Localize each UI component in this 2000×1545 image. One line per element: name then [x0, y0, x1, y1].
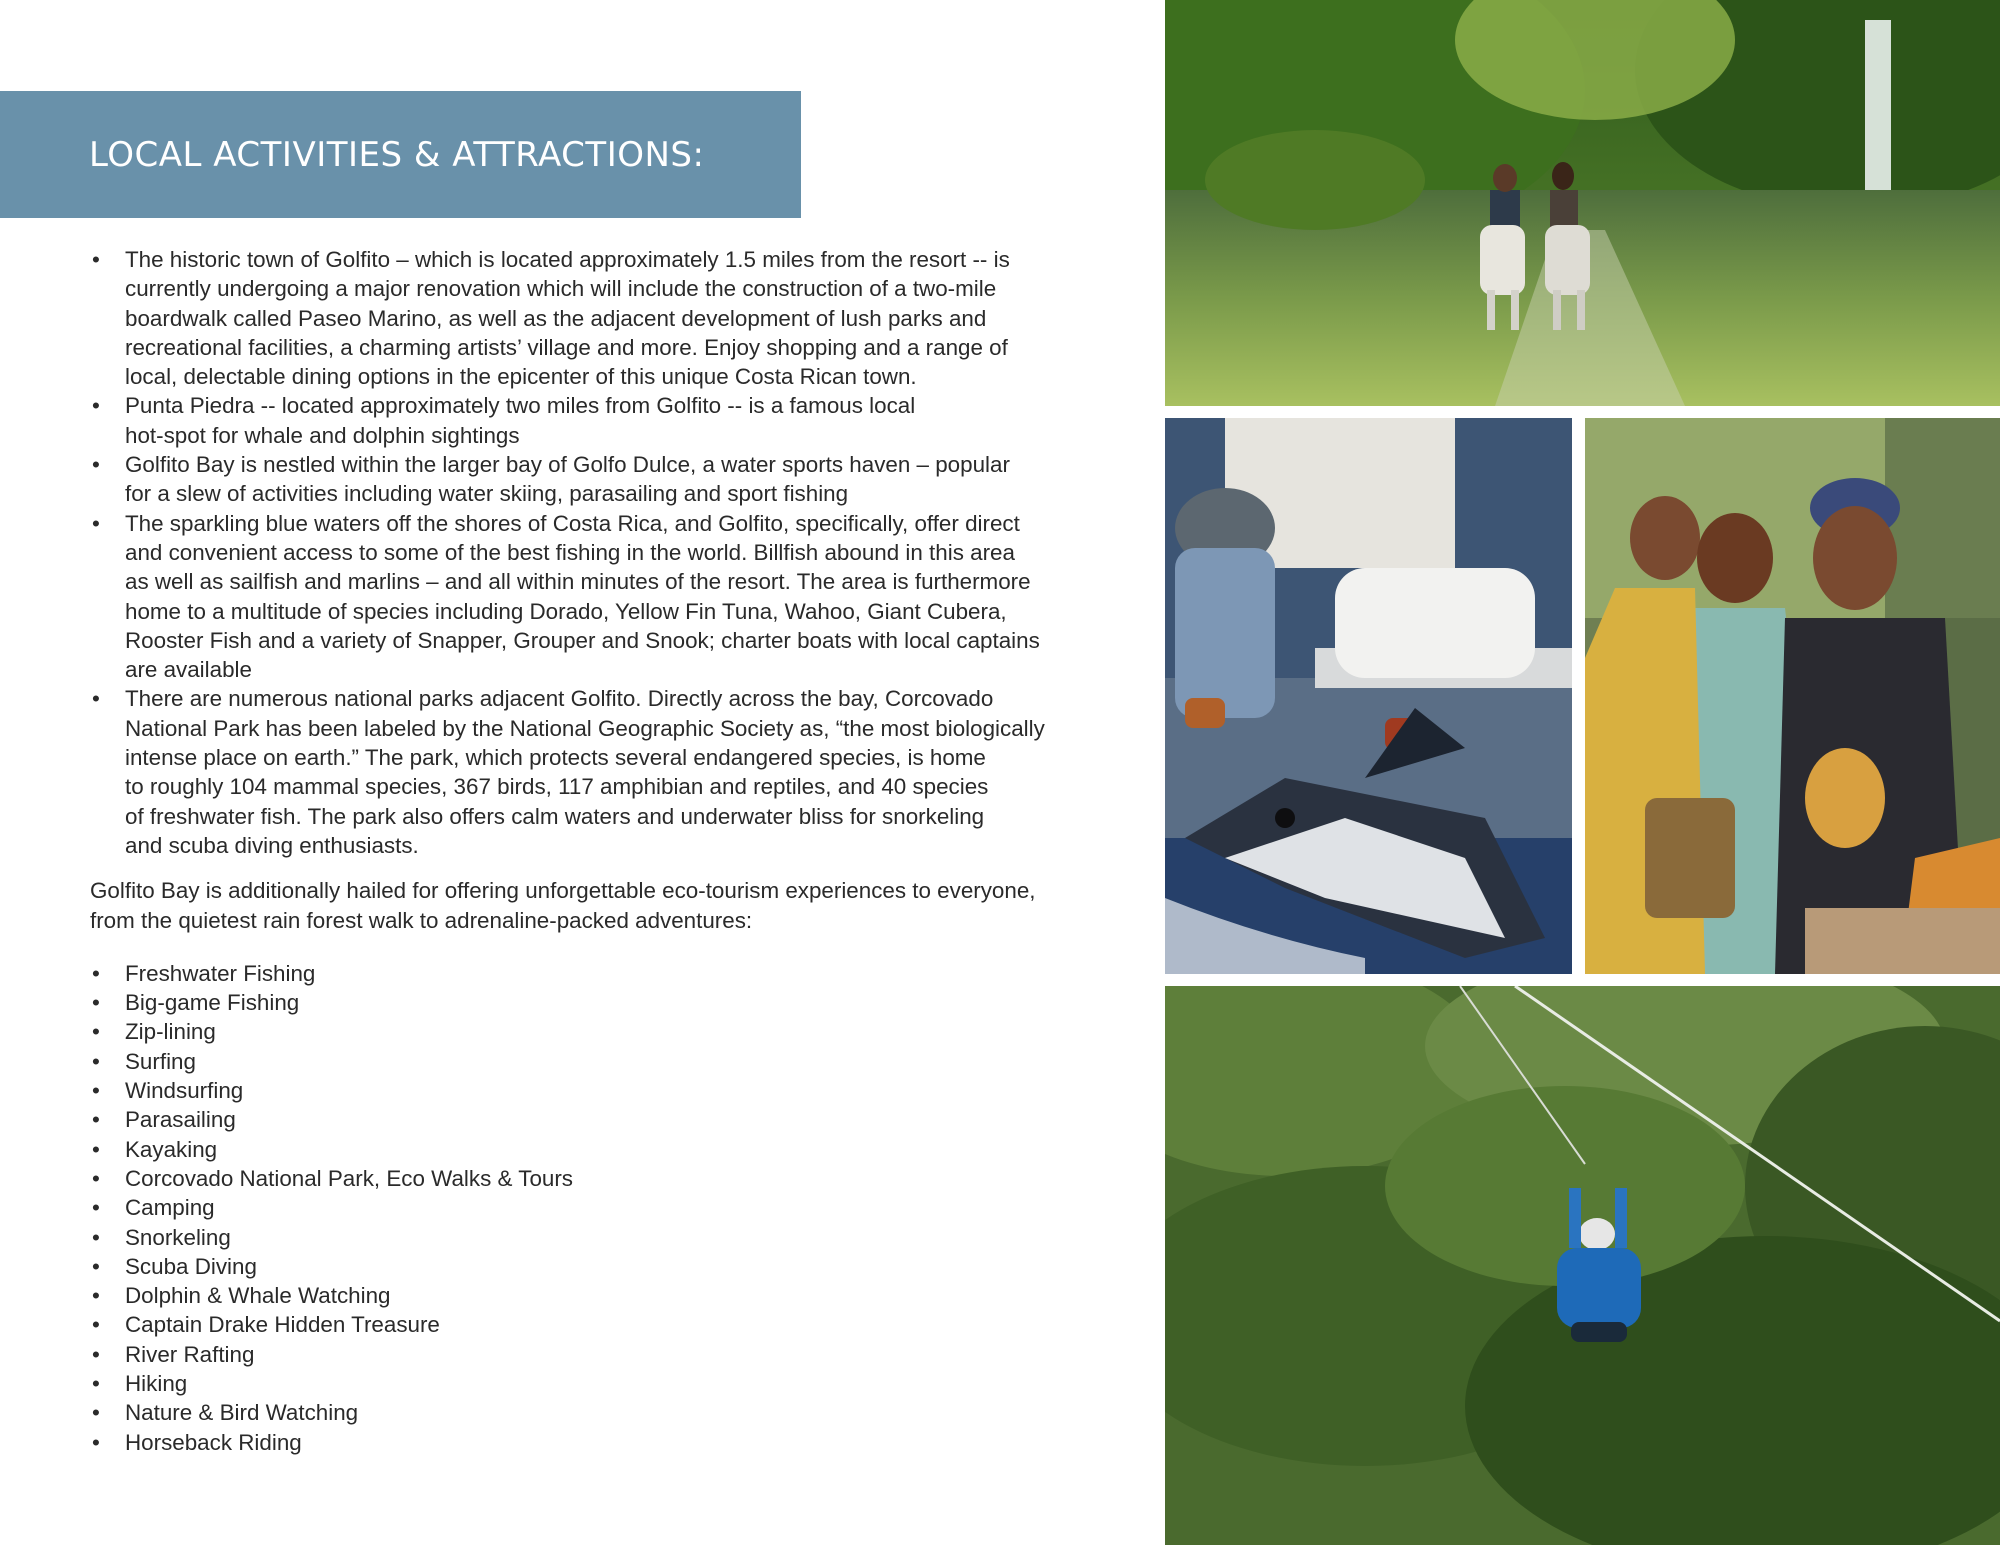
attraction-item — [90, 391, 1130, 450]
activities-list — [90, 959, 1130, 1457]
activity-item: • Corcovado National Park, Eco Walks & Tours — [90, 1164, 1130, 1193]
attraction-line: recreational facilities, a charming artists’ village and more. Enjoy shopping and a range of — [125, 334, 1008, 360]
photo-local-market — [1585, 418, 2000, 974]
attraction-line: hot-spot for whale and dolphin sightings — [125, 422, 520, 448]
intro-line: from the quietest rain forest walk to adrenaline-packed adventures: — [90, 907, 753, 933]
attraction-line: are available — [125, 657, 252, 683]
intro-paragraph — [90, 876, 1130, 935]
attraction-line: home to a multitude of species including Dorado, Yellow Fin Tuna, Wahoo, Giant Cubera, — [125, 598, 1007, 624]
activity-item: • Zip-lining — [90, 1017, 1130, 1046]
activity-item: • Big-game Fishing — [90, 988, 1130, 1017]
activity-item: • Captain Drake Hidden Treasure — [90, 1310, 1130, 1339]
activity-item: • Hiking — [90, 1369, 1130, 1398]
attractions-list — [90, 245, 1130, 860]
attraction-item — [90, 684, 1130, 860]
activity-item: • Scuba Diving — [90, 1252, 1130, 1281]
activity-item: • Nature & Bird Watching — [90, 1398, 1130, 1427]
photo-waterfall-horseback — [1165, 0, 2000, 406]
activity-item: • Parasailing — [90, 1105, 1130, 1134]
attraction-line: of freshwater fish. The park also offers calm waters and underwater bliss for snorkeling — [125, 803, 985, 829]
activity-item: • Freshwater Fishing — [90, 959, 1130, 988]
page-title: LOCAL ACTIVITIES & ATTRACTIONS: — [89, 135, 705, 175]
activity-item: • Kayaking — [90, 1135, 1130, 1164]
activity-item: • Windsurfing — [90, 1076, 1130, 1105]
attraction-line: for a slew of activities including water skiing, parasailing and sport fishing — [125, 481, 849, 507]
attraction-line: boardwalk called Paseo Marino, as well as the adjacent development of lush parks and — [125, 305, 987, 331]
attraction-line: National Park has been labeled by the National Geographic Society as, “the most biologically — [125, 715, 1045, 741]
attraction-line: as well as sailfish and marlins – and all within minutes of the resort. The area is furthermore — [125, 569, 1031, 595]
attraction-line: intense place on earth.” The park, which protects several endangered species, is home — [125, 745, 986, 771]
attraction-line: • The historic town of Golfito – which is located approximately 1.5 miles from the resort -- is — [125, 247, 1010, 272]
attraction-line: • The sparkling blue waters off the shores of Costa Rica, and Golfito, specifically, offer direct — [125, 510, 1020, 536]
attraction-line: local, delectable dining options in the epicenter of this unique Costa Rican town. — [125, 364, 917, 390]
photo-column — [1165, 0, 2000, 1545]
attraction-item — [90, 509, 1130, 685]
activity-item: • Surfing — [90, 1047, 1130, 1076]
activity-item: • Horseback Riding — [90, 1428, 1130, 1457]
attraction-line: and convenient access to some of the best fishing in the world. Billfish abound in this area — [125, 539, 1015, 565]
attraction-item — [90, 245, 1130, 391]
attraction-line: and scuba diving enthusiasts. — [125, 832, 419, 858]
activity-item: • Camping — [90, 1193, 1130, 1222]
attraction-line: • Golfito Bay is nestled within the larger bay of Golfo Dulce, a water sports haven – popular — [125, 452, 1010, 478]
main-content — [90, 245, 1130, 1457]
attraction-line: • There are numerous national parks adjacent Golfito. Directly across the bay, Corcovado — [125, 686, 994, 712]
activity-item: • River Rafting — [90, 1340, 1130, 1369]
photo-marlin-fishing — [1165, 418, 1572, 974]
attraction-line: Rooster Fish and a variety of Snapper, Grouper and Snook; charter boats with local captains — [125, 627, 1040, 653]
intro-line: Golfito Bay is additionally hailed for offering unforgettable eco-tourism experiences to everyone, — [90, 878, 1036, 904]
attraction-line: to roughly 104 mammal species, 367 birds, 117 amphibian and reptiles, and 40 species — [125, 774, 989, 800]
attraction-line: currently undergoing a major renovation which will include the construction of a two-mile — [125, 276, 997, 302]
attraction-item — [90, 450, 1130, 509]
attraction-line: • Punta Piedra -- located approximately two miles from Golfito -- is a famous local — [125, 393, 916, 419]
activity-item: • Snorkeling — [90, 1223, 1130, 1252]
title-banner — [0, 91, 801, 218]
photo-zipline — [1165, 986, 2000, 1545]
activity-item: • Dolphin & Whale Watching — [90, 1281, 1130, 1310]
